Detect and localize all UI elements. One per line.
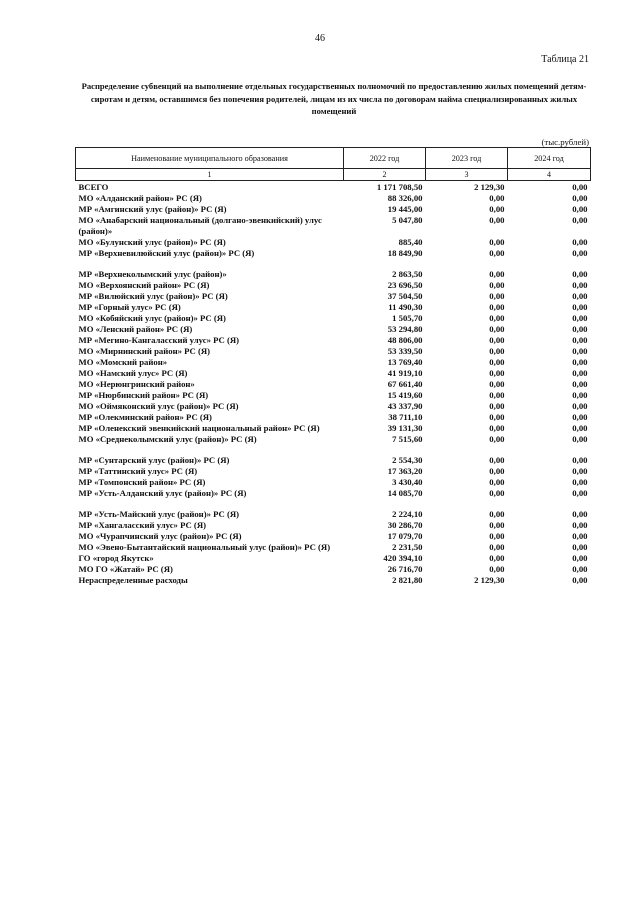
table-row	[76, 237, 591, 248]
value-2024-cell: 0,00	[572, 368, 588, 378]
municipality-name-cell: ГО «город Якутск»	[78, 553, 154, 563]
value-2024-cell: 0,00	[572, 575, 588, 585]
value-2024-cell: 0,00	[572, 401, 588, 411]
value-2024-cell: 0,00	[572, 280, 588, 290]
value-2023-cell: 0,00	[489, 357, 505, 367]
value-2022-cell: 15 419,60	[387, 390, 423, 400]
value-2023-cell: 0,00	[489, 423, 505, 433]
value-2023-cell: 0,00	[489, 434, 505, 444]
table-row	[76, 313, 591, 324]
table-row	[76, 324, 591, 335]
table-row	[76, 291, 591, 302]
header-municipality: Наименование муниципального образования	[76, 148, 344, 169]
value-2024-cell: 0,00	[572, 390, 588, 400]
value-2024-cell: 0,00	[572, 291, 588, 301]
value-2022-cell: 26 716,70	[387, 564, 423, 574]
value-2024-cell: 0,00	[572, 215, 588, 225]
value-2023-cell: 0,00	[489, 368, 505, 378]
value-2023-cell: 0,00	[489, 193, 505, 203]
table-row	[76, 509, 591, 520]
col-number-2: 2	[344, 169, 426, 181]
municipality-name-cell: МР «Мегино-Кангаласский улус» РС (Я)	[78, 335, 240, 345]
value-2024-cell: 0,00	[572, 324, 588, 334]
table-spacer-row	[76, 259, 591, 269]
municipality-name-cell: МО «Кобяйский улус (район)» РС (Я)	[78, 313, 226, 323]
table-total-row	[76, 181, 591, 194]
value-2023-cell: 2 129,30	[474, 575, 505, 585]
value-2023-cell: 0,00	[489, 335, 505, 345]
value-2024-cell: 0,00	[572, 564, 588, 574]
value-2023-cell: 0,00	[489, 390, 505, 400]
municipality-name-cell: МР «Оленекский эвенкийский национальный район» РС (Я)	[78, 423, 320, 433]
value-2023-cell: 0,00	[489, 215, 505, 225]
value-2023-cell: 2 129,30	[474, 182, 505, 192]
value-2022-cell: 2 821,80	[392, 575, 423, 585]
table-row	[76, 280, 591, 291]
value-2022-cell: 30 286,70	[387, 520, 423, 530]
municipality-name-cell: МР «Усть-Майский улус (район)» РС (Я)	[78, 509, 240, 519]
table-row	[76, 542, 591, 553]
value-2024-cell: 0,00	[572, 553, 588, 563]
municipality-name-cell: МО «Мирнинский район» РС (Я)	[78, 346, 211, 356]
column-number-row	[76, 169, 591, 181]
value-2023-cell: 0,00	[489, 346, 505, 356]
value-2022-cell: 18 849,90	[387, 248, 423, 258]
value-2023-cell: 0,00	[489, 542, 505, 552]
value-2023-cell: 0,00	[489, 280, 505, 290]
value-2024-cell: 0,00	[572, 357, 588, 367]
value-2024-cell: 0,00	[572, 466, 588, 476]
document-title: Распределение субвенций на выполнение отдельных государственных полномочий по предоставлению жилых помещений детям-сиротам и детям, оставшимся без попечения родителей, лицам из их числа по договорам найма специализированных жилых помещений	[81, 81, 587, 116]
table-row	[76, 466, 591, 477]
table-row	[76, 269, 591, 280]
value-2023-cell: 0,00	[489, 412, 505, 422]
table-row	[76, 204, 591, 215]
value-2022-cell: 2 554,30	[392, 455, 423, 465]
table-row	[76, 248, 591, 259]
value-2024-cell: 0,00	[572, 269, 588, 279]
municipality-name-cell: МР «Горный улус» РС (Я)	[78, 302, 181, 312]
value-2023-cell: 0,00	[489, 237, 505, 247]
municipality-name-cell: МР «Вилюйский улус (район)» РС (Я)	[78, 291, 228, 301]
value-2022-cell: 23 696,50	[387, 280, 423, 290]
value-2023-cell: 0,00	[489, 520, 505, 530]
value-2024-cell: 0,00	[572, 302, 588, 312]
municipality-name-cell: МР «Верхневилюйский улус (район)» РС (Я)	[78, 248, 255, 258]
value-2023-cell: 0,00	[489, 269, 505, 279]
value-2024-cell: 0,00	[572, 531, 588, 541]
municipality-name-cell: МО «Алданский район» РС (Я)	[78, 193, 202, 203]
value-2022-cell: 53 294,80	[387, 324, 423, 334]
value-2022-cell: 7 515,60	[392, 434, 423, 444]
page-number: 46	[315, 33, 325, 44]
spacer-cell	[76, 445, 591, 455]
value-2024-cell: 0,00	[572, 193, 588, 203]
spacer-cell	[76, 499, 591, 509]
municipality-name-cell: МР «Нюрбинский район» РС (Я)	[78, 390, 209, 400]
value-2022-cell: 41 919,10	[387, 368, 423, 378]
value-2023-cell: 0,00	[489, 553, 505, 563]
value-2022-cell: 3 430,40	[392, 477, 423, 487]
municipality-name-cell: МР «Таттинский улус» РС (Я)	[78, 466, 198, 476]
municipality-name-cell: МР «Усть-Алданский улус (район)» РС (Я)	[78, 488, 247, 498]
col-number-4: 4	[508, 169, 591, 181]
municipality-name-cell: МО «Момский район»	[78, 357, 168, 367]
value-2022-cell: 88 326,00	[387, 193, 423, 203]
table-header-row	[76, 148, 591, 169]
table-row	[76, 564, 591, 575]
value-2024-cell: 0,00	[572, 520, 588, 530]
value-2022-cell: 67 661,40	[387, 379, 423, 389]
value-2022-cell: 420 394,10	[383, 553, 423, 563]
value-2022-cell: 11 490,30	[388, 302, 423, 312]
table-row	[76, 335, 591, 346]
municipality-name-cell: МР «Сунтарский улус (район)» РС (Я)	[78, 455, 230, 465]
table-row	[76, 575, 591, 586]
municipality-name-cell: МО «Среднеколымский улус (район)» РС (Я)	[78, 434, 257, 444]
municipality-name-cell: Нераспределенные расходы	[78, 575, 188, 585]
municipality-name-cell: МО «Чурапчинский улус (район)» РС (Я)	[78, 531, 242, 541]
municipality-name-cell: МО «Верхоянский район» РС (Я)	[78, 280, 210, 290]
value-2022-cell: 37 504,50	[387, 291, 423, 301]
table-row	[76, 379, 591, 390]
table-label: Таблица 21	[541, 54, 589, 65]
value-2024-cell: 0,00	[572, 379, 588, 389]
value-2024-cell: 0,00	[572, 412, 588, 422]
table-row	[76, 434, 591, 445]
value-2022-cell: 13 769,40	[387, 357, 423, 367]
value-2023-cell: 0,00	[489, 455, 505, 465]
table-row	[76, 357, 591, 368]
value-2023-cell: 0,00	[489, 401, 505, 411]
table-row	[76, 423, 591, 434]
value-2023-cell: 0,00	[489, 488, 505, 498]
value-2024-cell: 0,00	[572, 477, 588, 487]
value-2022-cell: 1 505,70	[392, 313, 423, 323]
table-spacer-row	[76, 445, 591, 455]
value-2023-cell: 0,00	[489, 248, 505, 258]
value-2024-cell: 0,00	[572, 313, 588, 323]
value-2024-cell: 0,00	[572, 488, 588, 498]
table-row	[76, 488, 591, 499]
table-row	[76, 390, 591, 401]
value-2023-cell: 0,00	[489, 302, 505, 312]
municipality-name-cell: МО «Анабарский национальный (долгано-эвенкийский) улус (район)»	[78, 215, 322, 236]
value-2023-cell: 0,00	[489, 531, 505, 541]
value-2023-cell: 0,00	[489, 477, 505, 487]
municipality-name-cell: МО «Ленский район» РС (Я)	[78, 324, 193, 334]
value-2022-cell: 19 445,00	[387, 204, 423, 214]
value-2022-cell: 2 231,50	[392, 542, 423, 552]
value-2023-cell: 0,00	[489, 466, 505, 476]
table-row	[76, 520, 591, 531]
municipality-name-cell: ВСЕГО	[78, 182, 109, 192]
table-row	[76, 412, 591, 423]
header-2022: 2022 год	[344, 148, 426, 169]
table-row	[76, 531, 591, 542]
subsidy-table	[75, 147, 591, 586]
municipality-name-cell: МР «Олекминский район» РС (Я)	[78, 412, 212, 422]
value-2023-cell: 0,00	[489, 204, 505, 214]
value-2023-cell: 0,00	[489, 509, 505, 519]
col-number-3: 3	[426, 169, 508, 181]
header-2024: 2024 год	[508, 148, 591, 169]
table-row	[76, 215, 591, 237]
value-2024-cell: 0,00	[572, 455, 588, 465]
units-label: (тыс.рублей)	[541, 137, 589, 147]
table-row	[76, 455, 591, 466]
value-2022-cell: 39 131,30	[387, 423, 423, 433]
value-2023-cell: 0,00	[489, 564, 505, 574]
municipality-name-cell: МР «Хангаласский улус» РС (Я)	[78, 520, 206, 530]
table-row	[76, 346, 591, 357]
value-2022-cell: 5 047,80	[392, 215, 423, 225]
header-2023: 2023 год	[426, 148, 508, 169]
value-2024-cell: 0,00	[572, 346, 588, 356]
value-2022-cell: 38 711,10	[388, 412, 423, 422]
value-2022-cell: 2 863,50	[392, 269, 423, 279]
value-2022-cell: 17 363,20	[387, 466, 423, 476]
value-2023-cell: 0,00	[489, 291, 505, 301]
value-2024-cell: 0,00	[572, 335, 588, 345]
value-2022-cell: 17 079,70	[387, 531, 423, 541]
value-2024-cell: 0,00	[572, 423, 588, 433]
value-2024-cell: 0,00	[572, 182, 588, 192]
value-2022-cell: 43 337,90	[387, 401, 423, 411]
value-2022-cell: 14 085,70	[387, 488, 423, 498]
value-2022-cell: 885,40	[398, 237, 423, 247]
value-2024-cell: 0,00	[572, 204, 588, 214]
value-2022-cell: 53 339,50	[387, 346, 423, 356]
value-2024-cell: 0,00	[572, 434, 588, 444]
municipality-name-cell: МР «Верхнеколымский улус (район)»	[78, 269, 227, 279]
table-row	[76, 368, 591, 379]
municipality-name-cell: МР «Томпонский район» РС (Я)	[78, 477, 206, 487]
value-2024-cell: 0,00	[572, 237, 588, 247]
municipality-name-cell: МО «Булунский улус (район)» РС (Я)	[78, 237, 226, 247]
col-number-1: 1	[76, 169, 344, 181]
municipality-name-cell: МО «Нерюнгринский район»	[78, 379, 195, 389]
table-row	[76, 553, 591, 564]
value-2022-cell: 2 224,10	[392, 509, 423, 519]
municipality-name-cell: МО ГО «Жатай» РС (Я)	[78, 564, 173, 574]
table-row	[76, 193, 591, 204]
value-2023-cell: 0,00	[489, 313, 505, 323]
value-2024-cell: 0,00	[572, 509, 588, 519]
value-2022-cell: 48 806,00	[387, 335, 423, 345]
table-spacer-row	[76, 499, 591, 509]
spacer-cell	[76, 259, 591, 269]
table-row	[76, 302, 591, 313]
value-2023-cell: 0,00	[489, 324, 505, 334]
value-2022-cell: 1 171 708,50	[376, 182, 423, 192]
value-2024-cell: 0,00	[572, 542, 588, 552]
table-body	[76, 181, 591, 587]
municipality-name-cell: МР «Амгинский улус (район)» РС (Я)	[78, 204, 227, 214]
municipality-name-cell: МО «Эвено-Бытантайский национальный улус (район)» РС (Я)	[78, 542, 331, 552]
table-row	[76, 477, 591, 488]
value-2024-cell: 0,00	[572, 248, 588, 258]
municipality-name-cell: МО «Намский улус» РС (Я)	[78, 368, 188, 378]
table-row	[76, 401, 591, 412]
value-2023-cell: 0,00	[489, 379, 505, 389]
municipality-name-cell: МО «Оймяконский улус (район)» РС (Я)	[78, 401, 239, 411]
